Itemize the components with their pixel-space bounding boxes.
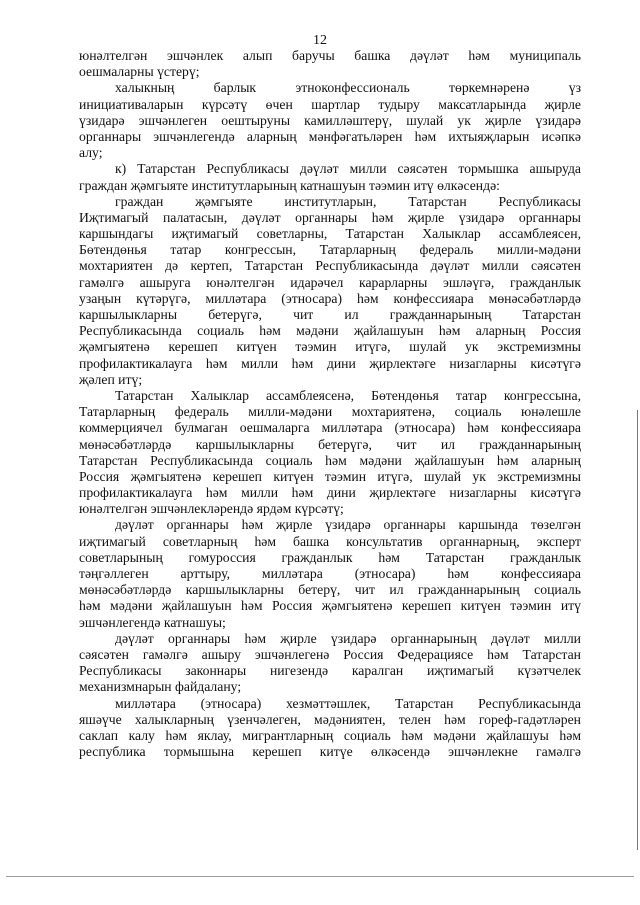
text-line: юнәлтелгән эшчәнлек алып баручы башка дәүләт һәм муниципаль (79, 48, 581, 63)
text-line: оешмаларны үстерү; (79, 64, 200, 80)
text-line: советларының гомуроссия гражданлык һәм Татарстан гражданлык (79, 549, 581, 565)
text-line: Россия җәмгыятенә керешеп китүен тәэмин итүгә, шулай ук экстремизмны (79, 468, 581, 484)
text-line: эшчәнлегендә катнашуы; (79, 614, 226, 630)
text-line: иҗтимагый советларның һәм башка консультатив органнарның, эксперт (79, 533, 581, 549)
text-line: мөнәсәбәтләрдә каршылыкларны бетерү, чит ил гражданнарының социаль (79, 582, 581, 598)
text-line: юнәлтелгән эшчәнлекләрендә ярдәм күрсәтү; (79, 501, 344, 517)
scan-bottom-line (6, 876, 634, 877)
text-line: каршындагы иҗтимагый советларны, Татарстан Халыклар ассамблеясен, (79, 226, 581, 242)
text-line: Бөтендөнья татар конгрессын, Татарларның федераль милли-мәдәни (79, 242, 581, 258)
document-body (79, 48, 581, 760)
text-line: профилактикалауга һәм милли һәм дини җирлектәге низагларны кисәтүгә (79, 485, 581, 501)
text-line: саклап калу һәм яклау, мигрантларның социаль һәм мәдәни җайлашуы һәм (79, 727, 581, 743)
text-line: дәүләт органнары һәм җирле үзидарә органнары каршында төзелгән (115, 517, 581, 533)
text-line: сәясәтен гамәлгә ашыру эшчәнлегенә Россия Федерациясе һәм Татарстан (79, 646, 581, 662)
text-line: Иҗтимагый палатасын, дәүләт органнары һәм җирле үзидарә органнары (79, 209, 581, 225)
scan-edge-line (637, 410, 638, 850)
text-line: мөнәсәбәтләрдә каршылыкларны бетерүгә, чит ил гражданнарының (79, 436, 581, 452)
paragraph-6 (79, 631, 581, 696)
text-line: узаңын күтәрүгә, милләтара (этносара) һәм конфессияара мөнәсәбәтләрдә (79, 290, 581, 306)
text-line: халыкның барлык этноконфессиональ төркемнәренә үз (115, 80, 581, 96)
paragraph-2 (79, 80, 581, 161)
text-line: Татарстан Халыклар ассамблеясенә, Бөтендөнья татар конгрессына, (115, 387, 581, 403)
text-line: республика тормышына керешеп китүе өлкәсендә эшчәнлекне гамәлгә (79, 744, 581, 760)
text-line: мохтариятен дә кертеп, Татарстан Республикасында дәүләт милли сәясәтен (79, 258, 581, 274)
text-line: җәлеп итү; (79, 371, 143, 387)
text-line: коммерциячел булмаган оешмаларга милләтара (этносара) һәм конфессияара (79, 420, 581, 436)
text-line: һәм мәдәни җайлашуын һәм Россия җәмгыятенә керешеп китүен тәэмин итү (79, 598, 581, 614)
text-line: к) Татарстан Республикасы дәүләт милли сәясәтен тормышка ашыруда (115, 161, 581, 177)
text-line: тәңгәллеген арттыру, милләтара (этносара) һәм конфессияара (79, 566, 581, 581)
text-line: Республикасында социаль һәм мәдәни җайлашуын һәм аларның Россия (79, 323, 581, 339)
section-heading-k (79, 161, 581, 193)
text-line: дәүләт органнары һәм җирле үзидарә органнарының дәүләт милли (115, 630, 581, 646)
text-line: Республикасы законнары нигезендә каралган иҗтимагый күзәтчелек (79, 663, 581, 679)
paragraph-4 (79, 388, 581, 518)
paragraph-1 (79, 48, 581, 80)
text-line: механизмнарын файдалану; (79, 679, 242, 695)
text-line: үзидарә эшчәнлеген оештыруны камилләштерү, шулай ук җирле үзидарә (79, 112, 581, 128)
text-line: граждан җәмгыяте институтларын, Татарстан Республикасы (115, 193, 581, 209)
text-line: органнары эшчәнлегендә аларның мәнфәгатьләрен һәм ихтыяҗларын исәпкә (79, 128, 581, 144)
paragraph-5 (79, 517, 581, 630)
paragraph-7 (79, 696, 581, 761)
text-line: каршылыкларны бетерүгә, чит ил гражданнарының Татарстан (79, 307, 581, 322)
text-line: инициативаларын күрсәтү өчен шартлар тудыру максатларында җирле (79, 96, 581, 112)
paragraph-3 (79, 194, 581, 388)
text-line: Татарларның федераль милли-мәдәни мохтариятенә, социаль юнәлешле (79, 404, 581, 420)
text-line: җәмгыятенә керешеп китүен тәэмин итүгә, шулай ук экстремизмны (79, 339, 581, 355)
page-number: 12 (313, 33, 327, 48)
text-line: гамәлгә ашыруга юнәлтелгән идарәчел карарларны эшләүгә, гражданлык (79, 274, 581, 290)
text-line: граждан җәмгыяте институтларының катнашуын тәэмин итү өлкәсендә: (79, 177, 500, 193)
text-line: яшәүче халыкларның үзенчәлеген, мәдәниятен, телен һәм гореф-гадәтләрен (79, 711, 581, 727)
text-line: Татарстан Республикасында социаль һәм мәдәни җайлашуын һәм аларның (79, 452, 581, 468)
text-line: милләтара (этносара) хезмәттәшлек, Татарстан Республикасында (115, 695, 581, 711)
text-line: профилактикалауга һәм милли һәм дини җирлектәге низагларны кисәтүгә (79, 355, 581, 371)
text-line: алу; (79, 145, 103, 161)
